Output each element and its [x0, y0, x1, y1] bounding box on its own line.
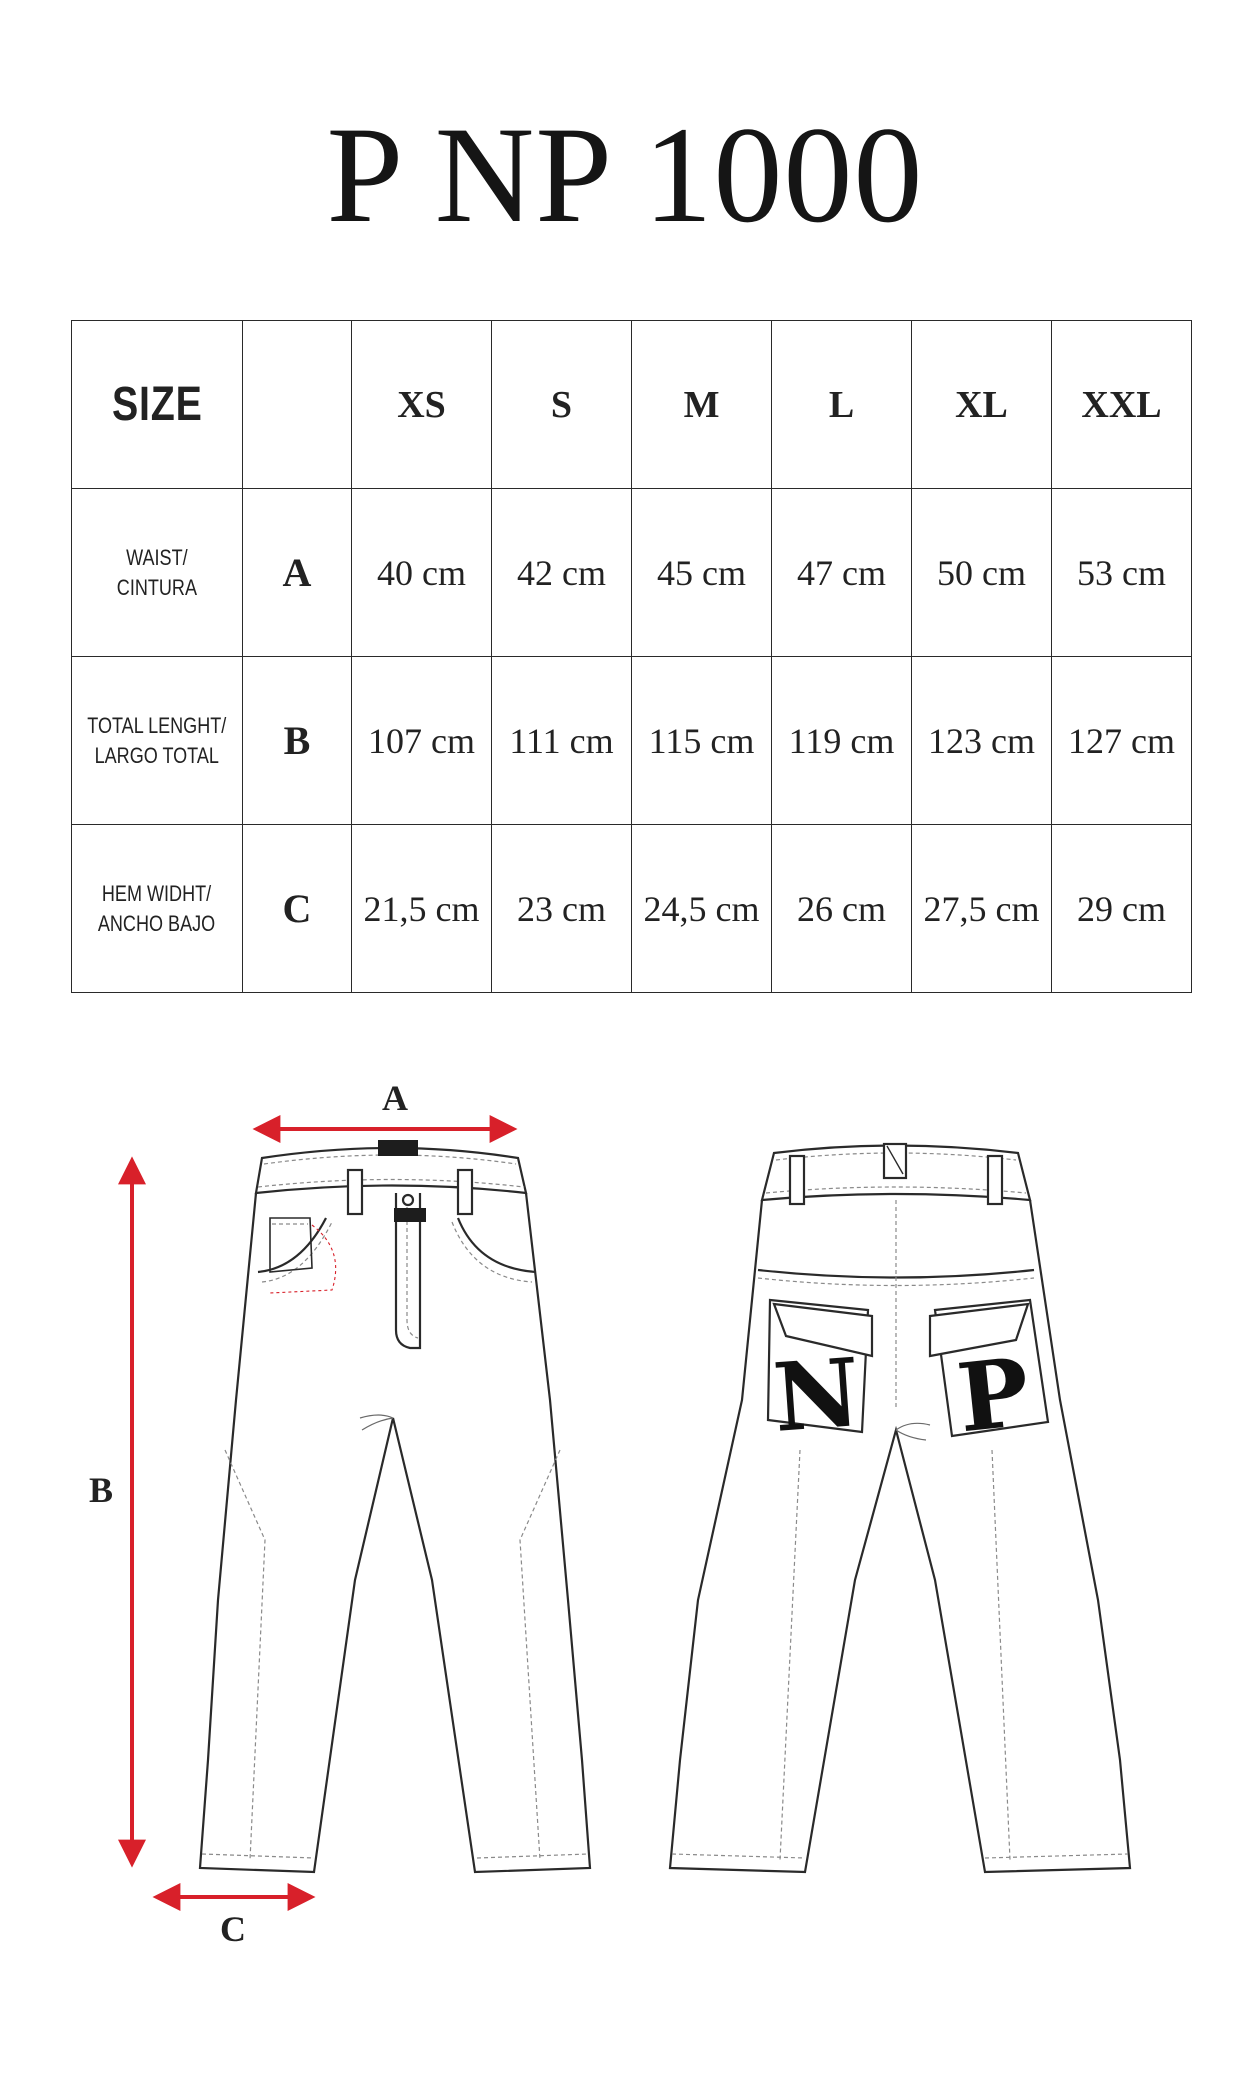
waistband-brand-label	[378, 1140, 418, 1156]
size-m-header: M	[632, 321, 772, 489]
waist-label-es: CINTURA	[116, 574, 198, 600]
hem-s: 23 cm	[492, 825, 632, 993]
length-label-cell	[72, 657, 243, 825]
waist-xxl: 53 cm	[1052, 489, 1192, 657]
waist-row	[72, 489, 1192, 657]
pants-back-view	[670, 1144, 1130, 1872]
waist-m: 45 cm	[632, 489, 772, 657]
back-pocket-letter-p: P	[952, 1337, 1035, 1455]
measurement-diagram	[0, 1050, 1250, 1970]
waist-xl: 50 cm	[912, 489, 1052, 657]
length-letter: B	[243, 657, 352, 825]
length-label-es: LARGO TOTAL	[94, 742, 220, 768]
size-xs-header: XS	[352, 321, 492, 489]
length-xs: 107 cm	[352, 657, 492, 825]
size-header-row	[72, 321, 1192, 489]
waist-letter: A	[243, 489, 352, 657]
hem-label-es: ANCHO BAJO	[98, 910, 216, 936]
waist-label-en: WAIST/	[126, 544, 188, 570]
size-chart-table	[71, 320, 1192, 993]
fly-brand-label	[394, 1208, 426, 1222]
back-pocket-letter-n: N	[770, 1338, 864, 1454]
hem-label-cell	[72, 825, 243, 993]
hem-xxl: 29 cm	[1052, 825, 1192, 993]
pants-front-view	[200, 1148, 590, 1872]
waist-xs: 40 cm	[352, 489, 492, 657]
size-header-cell	[72, 321, 243, 489]
length-l: 119 cm	[772, 657, 912, 825]
hem-letter: C	[243, 825, 352, 993]
dimension-a-label: A	[382, 1078, 408, 1118]
waist-s: 42 cm	[492, 489, 632, 657]
size-header-label: SIZE	[111, 378, 203, 431]
hem-xl: 27,5 cm	[912, 825, 1052, 993]
hem-xs: 21,5 cm	[352, 825, 492, 993]
waist-l: 47 cm	[772, 489, 912, 657]
size-xxl-header: XXL	[1052, 321, 1192, 489]
hem-label-en: HEM WIDHT/	[102, 880, 212, 906]
hem-m: 24,5 cm	[632, 825, 772, 993]
length-xxl: 127 cm	[1052, 657, 1192, 825]
length-m: 115 cm	[632, 657, 772, 825]
hem-row	[72, 825, 1192, 993]
hem-l: 26 cm	[772, 825, 912, 993]
empty-header-cell	[243, 321, 352, 489]
dimension-b-label: B	[88, 1470, 114, 1510]
size-l-header: L	[772, 321, 912, 489]
length-row	[72, 657, 1192, 825]
page-title: P NP 1000	[326, 98, 924, 251]
waist-label-cell	[72, 489, 243, 657]
size-s-header: S	[492, 321, 632, 489]
size-xl-header: XL	[912, 321, 1052, 489]
length-label-en: TOTAL LENGHT/	[87, 712, 227, 738]
length-s: 111 cm	[492, 657, 632, 825]
dimension-c-label: C	[220, 1909, 246, 1949]
length-xl: 123 cm	[912, 657, 1052, 825]
